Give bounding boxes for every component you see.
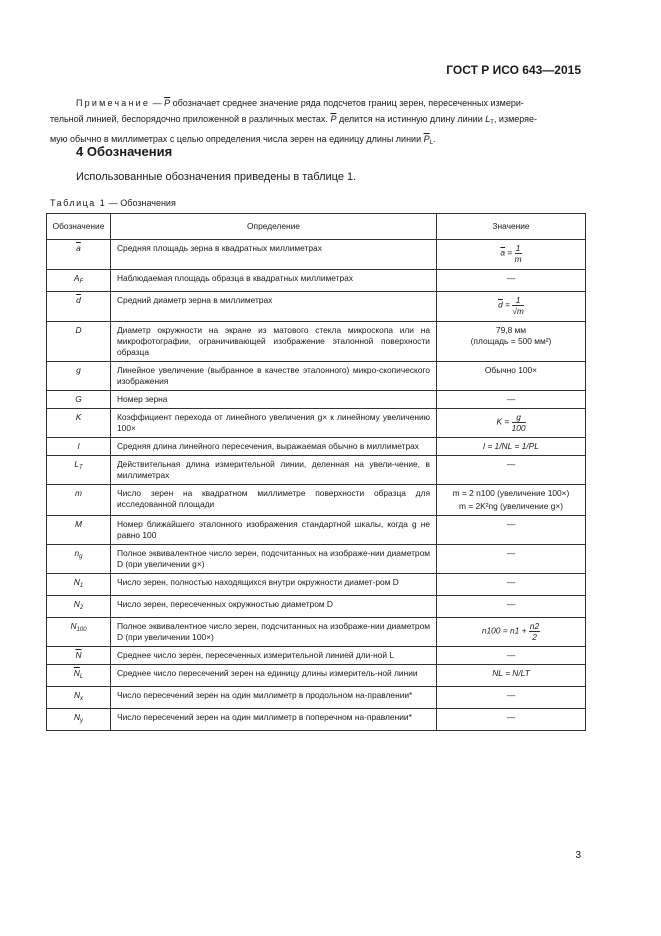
table-row: G Номер зерна —: [47, 391, 586, 409]
table-row: $L_T$ Действительная длина измерительной линии, деленная на увели-чение, в миллиметрах —: [47, 456, 586, 485]
header-value: Значение: [437, 214, 586, 240]
table-row: $\overline{d}$ Средний диаметр зерна в миллиметрах $\overline{d}$ = $\frac{1}{√m}$: [47, 292, 586, 322]
table-row: $\overline{N}_L$ Среднее число пересечений зерен на единицу длины измеритель-ной линии NL = N/LT: [47, 665, 586, 687]
table-row: M Номер ближайшего эталонного изображения стандартной шкалы, когда g не равно 100 —: [47, 516, 586, 545]
table-row: g Линейное увеличение (выбранное в качестве эталонного) микро-скопического изображения Обычно 100×: [47, 362, 586, 391]
note-paragraph: Примечание — $\overline{P}$ обозначает среднее значение ряда подсчетов границ зерен, пересеченных измери- тельной линией, беспорядочно приложенной в различных местах. $\overline{P}$ делится на истинную длину линии $L_T$, измеряе- мую обычно в миллиметрах с целью определения числа зерен на единицу длины линии $\overline{P}_L$.: [50, 98, 538, 146]
table-row: $N_y$ Число пересечений зерен на один миллиметр в поперечном на-правлении* —: [47, 709, 586, 731]
table-row: $A_F$ Наблюдаемая площадь образца в квадратных миллиметрах —: [47, 270, 586, 292]
fraction: $\frac{n2}{2}$: [529, 621, 540, 642]
symbols-table: [46, 213, 586, 731]
table-row: $\overline{N}$ Среднее число зерен, пересеченных измерительной линией дли-ной L —: [47, 647, 586, 665]
fraction: $\frac{g}{100}$: [511, 412, 526, 433]
document-id: ГОСТ Р ИСО 643—2015: [446, 63, 581, 77]
table-row: $N_x$ Число пересечений зерен на один миллиметр в продольном на-правлении* —: [47, 687, 586, 709]
symbol-p: $\overline{P}$: [164, 98, 171, 108]
intro-text: Использованные обозначения приведены в таблице 1.: [76, 171, 357, 183]
section-title: 4 Обозначения: [76, 144, 173, 159]
table-row: $\overline{a}$ Средняя площадь зерна в квадратных миллиметрах $\overline{a}$ = $\frac{1}{m}$: [47, 240, 586, 270]
table-row: m Число зерен на квадратном миллиметре поверхности образца для исследованной площади m = 2 n100 (увеличение 100×) m = 2K²ng (увеличение g×): [47, 485, 586, 516]
header-symbol: Обозначение: [47, 214, 111, 240]
table-row: l Средняя длина линейного пересечения, выражаемая обычно в миллиметрах l = 1/NL = 1/PL: [47, 438, 586, 456]
table-row: $n_g$ Полное эквивалентное число зерен, подсчитанных на изображе-нии диаметром D (при увеличении g×) —: [47, 545, 586, 574]
table-row: $N_1$ Число зерен, полностью находящихся внутри окружности диамет-ром D —: [47, 574, 586, 596]
fraction: $\frac{1}{√m}$: [512, 295, 524, 316]
page-number: 3: [575, 850, 581, 861]
table-caption: Таблица 1 — Обозначения: [50, 198, 176, 208]
note-label: Примечание: [76, 98, 151, 108]
table-row: $N_2$ Число зерен, пересеченных окружностью диаметром D —: [47, 596, 586, 618]
table-row: D Диаметр окружности на экране из матового стекла микроскопа или на микрофотографии, ограничивающей изображение эталонной поверхности образца 79,8 мм (площадь = 500 мм²): [47, 322, 586, 362]
header-definition: Определение: [111, 214, 437, 240]
fraction: $\frac{1}{m}$: [514, 243, 522, 264]
table-header-row: [47, 214, 586, 240]
table-row: $N_{100}$ Полное эквивалентное число зерен, подсчитанных на изображе-нии диаметром D (при увеличении 100×) n100 = n1 + $\frac{n2}{2}$: [47, 618, 586, 647]
table-row: K Коэффициент перехода от линейного увеличения g× к линейному увеличению 100× K = $\frac{g}{100}$: [47, 409, 586, 438]
